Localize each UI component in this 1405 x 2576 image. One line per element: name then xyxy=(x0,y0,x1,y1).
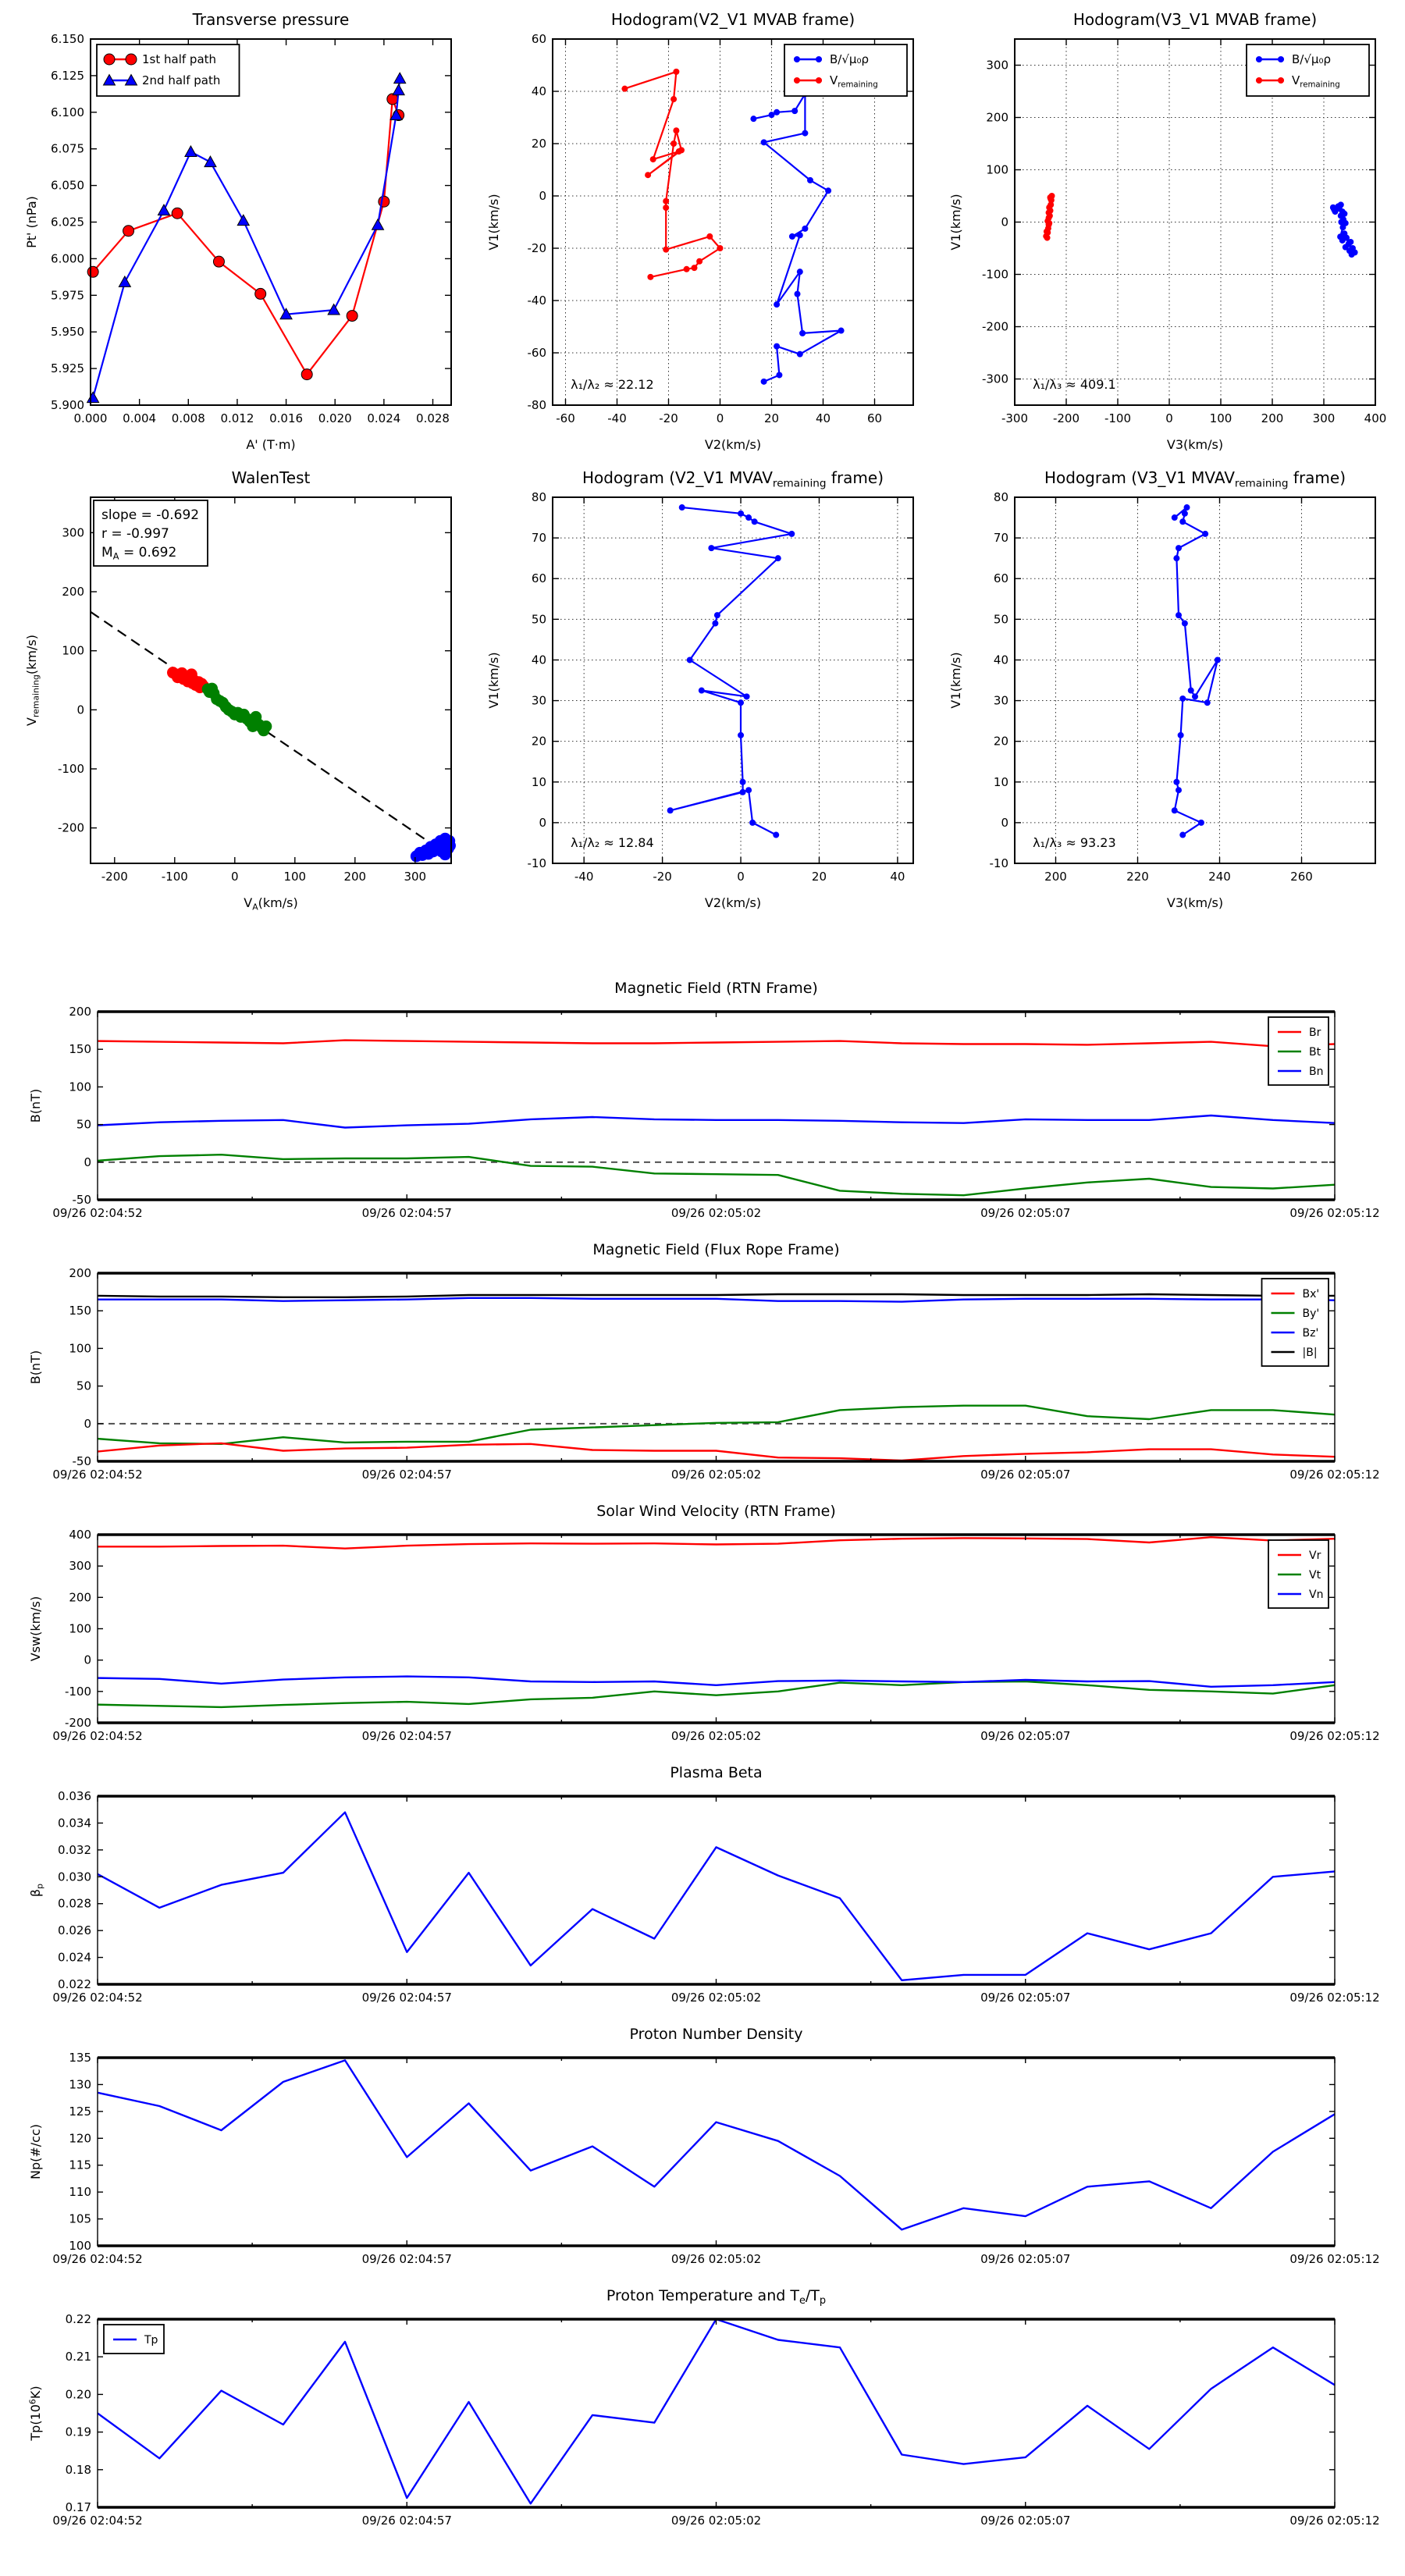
y-axis-label: V1(km/s) xyxy=(948,652,963,709)
svg-text:0: 0 xyxy=(84,1155,91,1169)
svg-text:200: 200 xyxy=(1261,411,1284,425)
svg-text:50: 50 xyxy=(76,1379,91,1393)
svg-text:220: 220 xyxy=(1126,870,1149,884)
series-group xyxy=(1172,504,1221,838)
svg-text:0.016: 0.016 xyxy=(269,411,304,425)
series-Bt xyxy=(98,1155,1335,1195)
svg-text:-20: -20 xyxy=(527,241,546,255)
series-V remaining xyxy=(1043,193,1055,241)
chart-canvas-plasma-beta xyxy=(20,1759,1382,2020)
svg-text:300: 300 xyxy=(69,1559,91,1574)
series-group xyxy=(621,69,844,385)
svg-text:0: 0 xyxy=(1001,215,1008,229)
svg-text:09/26 02:05:12: 09/26 02:05:12 xyxy=(1289,2252,1380,2266)
svg-text:0.22: 0.22 xyxy=(65,2312,91,2326)
svg-text:40: 40 xyxy=(531,84,546,98)
svg-text:0: 0 xyxy=(539,189,546,203)
series-group xyxy=(98,1537,1335,1707)
svg-text:40: 40 xyxy=(890,870,905,884)
y-axis-label: V1(km/s) xyxy=(948,194,963,251)
svg-text:09/26 02:04:52: 09/26 02:04:52 xyxy=(52,2514,143,2528)
svg-text:200: 200 xyxy=(69,1590,91,1605)
chart-title-text: Transverse pressure xyxy=(192,10,350,29)
chart-proton-temperature xyxy=(20,2282,1382,2543)
svg-text:-100: -100 xyxy=(981,267,1008,282)
lambda-annotation: λ₁/λ₃ ≈ 409.1 xyxy=(1033,376,1116,392)
axes xyxy=(98,1012,1335,1200)
svg-text:60: 60 xyxy=(866,411,883,425)
series-V remaining xyxy=(621,69,723,280)
svg-text:09/26 02:05:07: 09/26 02:05:07 xyxy=(980,2514,1071,2528)
y-axis-label: B(nT) xyxy=(28,1088,43,1123)
ticks xyxy=(1015,497,1375,863)
svg-text:6.125: 6.125 xyxy=(51,68,84,83)
svg-text:|B|: |B| xyxy=(1302,1347,1318,1359)
svg-text:0.024: 0.024 xyxy=(58,1950,91,1965)
svg-text:-60: -60 xyxy=(556,411,575,425)
svg-text:0: 0 xyxy=(84,1653,91,1667)
svg-text:0: 0 xyxy=(716,411,724,425)
svg-text:09/26 02:05:02: 09/26 02:05:02 xyxy=(670,2252,762,2266)
svg-text:-60: -60 xyxy=(527,346,546,360)
svg-text:-300: -300 xyxy=(1001,411,1029,425)
svg-text:Bx': Bx' xyxy=(1302,1288,1320,1300)
ticks xyxy=(98,1012,1335,1200)
legend xyxy=(1247,44,1369,96)
svg-text:09/26 02:05:02: 09/26 02:05:02 xyxy=(670,1991,762,2005)
svg-text:20: 20 xyxy=(811,870,827,884)
series-group xyxy=(667,504,795,838)
svg-text:0.020: 0.020 xyxy=(318,411,352,425)
svg-text:-300: -300 xyxy=(981,372,1008,386)
y-axis-label: B(nT) xyxy=(28,1350,43,1385)
x-axis-label: $V_A(km/s)$ xyxy=(244,895,298,913)
svg-text:Bt: Bt xyxy=(1309,1046,1321,1059)
svg-text:Vr: Vr xyxy=(1309,1550,1321,1562)
svg-text:30: 30 xyxy=(993,693,1008,708)
svg-text:0.17: 0.17 xyxy=(65,2500,91,2514)
svg-text:400: 400 xyxy=(69,1528,91,1542)
svg-text:Br: Br xyxy=(1309,1026,1321,1039)
lambda-annotation: λ₁/λ₂ ≈ 22.12 xyxy=(571,376,654,392)
svg-text:6.000: 6.000 xyxy=(51,251,84,266)
chart-canvas-mag-field-flux-rope xyxy=(20,1236,1382,1497)
svg-text:09/26 02:05:07: 09/26 02:05:07 xyxy=(980,1729,1071,1743)
svg-text:100: 100 xyxy=(69,1621,91,1636)
chart-title-text: Hodogram(V3_V1 MVAB frame) xyxy=(1072,10,1318,29)
chart-title-text: WalenTest xyxy=(231,468,311,487)
svg-text:20: 20 xyxy=(993,734,1008,749)
svg-text:-200: -200 xyxy=(57,820,84,835)
svg-text:09/26 02:05:02: 09/26 02:05:02 xyxy=(670,1468,762,1482)
svg-text:80: 80 xyxy=(531,490,546,504)
chart-title-text: Magnetic Field (Flux Rope Frame) xyxy=(592,1241,840,1258)
svg-text:0: 0 xyxy=(1165,411,1173,425)
svg-text:20: 20 xyxy=(531,137,546,151)
svg-text:-10: -10 xyxy=(527,856,546,870)
chart-title-text: Hodogram (V3_V1 $MVAV_{remaining}$ frame) xyxy=(1044,468,1346,490)
chart-canvas-hodogram-v3v1-mvab xyxy=(943,5,1386,460)
chart-canvas-hodogram-v2v1-mvab xyxy=(481,5,924,460)
chart-canvas-walen-test xyxy=(19,463,462,918)
svg-text:09/26 02:05:02: 09/26 02:05:02 xyxy=(670,2514,762,2528)
chart-title-text: Magnetic Field (RTN Frame) xyxy=(614,980,818,997)
svg-text:09/26 02:05:07: 09/26 02:05:07 xyxy=(980,2252,1071,2266)
x-axis-label: A' (T·m) xyxy=(246,437,296,452)
svg-text:09/26 02:04:52: 09/26 02:04:52 xyxy=(52,1468,143,1482)
svg-text:-40: -40 xyxy=(607,411,627,425)
svg-text:100: 100 xyxy=(986,162,1008,177)
svg-text:-100: -100 xyxy=(64,1684,91,1699)
svg-text:09/26 02:05:12: 09/26 02:05:12 xyxy=(1289,1729,1380,1743)
series-fit line xyxy=(91,612,450,856)
svg-text:135: 135 xyxy=(69,2051,91,2065)
y-axis-label: $V_{remaining}(km/s)$ xyxy=(24,635,41,726)
svg-text:5.925: 5.925 xyxy=(51,361,84,376)
svg-text:100: 100 xyxy=(69,1341,91,1356)
svg-text:300: 300 xyxy=(62,525,84,540)
svg-text:-200: -200 xyxy=(1052,411,1080,425)
svg-text:Vn: Vn xyxy=(1309,1589,1324,1601)
svg-text:09/26 02:04:57: 09/26 02:04:57 xyxy=(361,1729,452,1743)
chart-hodogram-v3v1-mvav xyxy=(943,463,1386,918)
svg-text:260: 260 xyxy=(1290,870,1313,884)
svg-text:0.012: 0.012 xyxy=(220,411,254,425)
axes xyxy=(98,2319,1335,2507)
svg-text:0.004: 0.004 xyxy=(123,411,157,425)
svg-text:09/26 02:04:57: 09/26 02:04:57 xyxy=(361,1468,452,1482)
svg-text:40: 40 xyxy=(993,653,1008,667)
series-group xyxy=(91,612,456,863)
svg-text:0.034: 0.034 xyxy=(58,1816,91,1831)
svg-text:09/26 02:05:12: 09/26 02:05:12 xyxy=(1289,2514,1380,2528)
chart-hodogram-v2v1-mvab xyxy=(481,5,924,460)
svg-text:0: 0 xyxy=(84,1416,91,1431)
x-axis-label: V3(km/s) xyxy=(1166,895,1224,910)
svg-text:09/26 02:05:07: 09/26 02:05:07 xyxy=(980,1206,1071,1220)
svg-text:400: 400 xyxy=(1364,411,1386,425)
series-group xyxy=(98,1294,1335,1461)
svg-text:125: 125 xyxy=(69,2104,91,2119)
svg-text:50: 50 xyxy=(76,1117,91,1132)
svg-text:-40: -40 xyxy=(527,294,546,308)
svg-text:-80: -80 xyxy=(527,398,546,412)
svg-text:0: 0 xyxy=(737,870,745,884)
svg-text:10: 10 xyxy=(531,774,546,789)
chart-solar-wind-velocity xyxy=(20,1497,1382,1759)
legend xyxy=(1268,1540,1329,1608)
svg-text:-200: -200 xyxy=(64,1716,91,1730)
svg-text:300: 300 xyxy=(986,58,1008,73)
y-axis-label: $\beta_p$ xyxy=(28,1883,45,1898)
series-path xyxy=(1172,504,1221,838)
svg-text:Tp: Tp xyxy=(144,2334,158,2347)
series-path xyxy=(667,504,795,838)
svg-text:-20: -20 xyxy=(653,870,672,884)
chart-proton-number-density xyxy=(20,2020,1382,2282)
axes xyxy=(1015,497,1375,863)
series-1st half path xyxy=(87,94,404,380)
chart-title-text: Solar Wind Velocity (RTN Frame) xyxy=(596,1503,836,1520)
svg-text:20: 20 xyxy=(763,411,780,425)
legend xyxy=(1268,1017,1329,1085)
svg-text:0: 0 xyxy=(76,703,84,717)
svg-text:40: 40 xyxy=(815,411,831,425)
svg-text:240: 240 xyxy=(1208,870,1231,884)
svg-text:100: 100 xyxy=(1209,411,1232,425)
svg-text:100: 100 xyxy=(69,2239,91,2253)
series-|B| xyxy=(98,1294,1335,1297)
y-axis-label: V1(km/s) xyxy=(486,652,501,709)
svg-text:5.975: 5.975 xyxy=(51,288,84,303)
chart-title-text: Hodogram(V2_V1 MVAB frame) xyxy=(610,10,855,29)
series-Br xyxy=(98,1041,1335,1047)
svg-text:B/√μ₀ρ: B/√μ₀ρ xyxy=(830,52,869,66)
chart-canvas-mag-field-rtn xyxy=(20,974,1382,1236)
series-group xyxy=(98,2060,1335,2229)
info-box xyxy=(94,500,208,566)
svg-text:50: 50 xyxy=(993,612,1008,627)
svg-text:0.028: 0.028 xyxy=(416,411,450,425)
chart-title-text: Plasma Beta xyxy=(670,1764,763,1781)
svg-text:200: 200 xyxy=(62,585,84,600)
chart-canvas-proton-temperature xyxy=(20,2282,1382,2543)
scatter-row-2 xyxy=(0,460,1405,918)
svg-text:0: 0 xyxy=(539,815,546,830)
svg-text:0.21: 0.21 xyxy=(65,2350,91,2364)
chart-mag-field-flux-rope xyxy=(20,1236,1382,1497)
chart-mag-field-rtn xyxy=(20,974,1382,1236)
svg-text:-100: -100 xyxy=(57,761,84,776)
scatter-row-1 xyxy=(0,0,1405,460)
svg-text:09/26 02:05:02: 09/26 02:05:02 xyxy=(670,1729,762,1743)
svg-text:6.050: 6.050 xyxy=(51,178,84,193)
svg-text:-40: -40 xyxy=(574,870,594,884)
series-Np xyxy=(98,2060,1335,2229)
svg-text:200: 200 xyxy=(1044,870,1067,884)
svg-text:Bn: Bn xyxy=(1309,1066,1324,1078)
time-series-block xyxy=(0,974,1405,2543)
svg-text:300: 300 xyxy=(404,870,427,884)
svg-text:0.000: 0.000 xyxy=(73,411,108,425)
svg-text:0.024: 0.024 xyxy=(367,411,401,425)
svg-text:0.19: 0.19 xyxy=(65,2425,91,2439)
y-axis-label: $Tp(10^6K)$ xyxy=(27,2386,43,2441)
svg-text:B/√μ₀ρ: B/√μ₀ρ xyxy=(1292,52,1331,66)
x-axis-label: V2(km/s) xyxy=(704,437,762,452)
svg-text:60: 60 xyxy=(531,32,546,46)
svg-text:70: 70 xyxy=(993,531,1008,546)
chart-title-text: Proton Temperature and $T_e/T_p$ xyxy=(606,2287,827,2307)
svg-text:5.950: 5.950 xyxy=(51,325,84,340)
svg-text:50: 50 xyxy=(531,612,546,627)
series-group xyxy=(98,2319,1335,2503)
legend xyxy=(104,2325,164,2354)
svg-text:0.032: 0.032 xyxy=(58,1842,91,1857)
svg-text:20: 20 xyxy=(531,734,546,749)
svg-text:100: 100 xyxy=(69,1080,91,1094)
svg-text:09/26 02:04:52: 09/26 02:04:52 xyxy=(52,1729,143,1743)
svg-text:-200: -200 xyxy=(101,870,128,884)
svg-text:70: 70 xyxy=(531,531,546,546)
svg-text:09/26 02:05:12: 09/26 02:05:12 xyxy=(1289,1468,1380,1482)
svg-text:0.026: 0.026 xyxy=(58,1923,91,1938)
svg-text:300: 300 xyxy=(1312,411,1336,425)
svg-text:10: 10 xyxy=(993,774,1008,789)
svg-text:0: 0 xyxy=(231,870,239,884)
chart-walen-test xyxy=(19,463,462,918)
chart-hodogram-v3v1-mvab xyxy=(943,5,1386,460)
svg-text:0.022: 0.022 xyxy=(58,1977,91,1991)
svg-text:-10: -10 xyxy=(989,856,1008,870)
legend xyxy=(1262,1279,1329,1366)
svg-text:6.150: 6.150 xyxy=(51,32,84,46)
svg-text:0.18: 0.18 xyxy=(65,2462,91,2477)
svg-text:0.028: 0.028 xyxy=(58,1896,91,1911)
svg-text:2nd half path: 2nd half path xyxy=(142,73,221,87)
svg-text:40: 40 xyxy=(531,653,546,667)
svg-text:-50: -50 xyxy=(72,1454,91,1468)
series-cluster-3 xyxy=(411,833,456,863)
svg-text:60: 60 xyxy=(531,571,546,586)
chart-title-text: Proton Number Density xyxy=(629,2026,803,2043)
svg-text:120: 120 xyxy=(69,2131,91,2146)
svg-text:09/26 02:05:02: 09/26 02:05:02 xyxy=(670,1206,762,1220)
series-beta_p xyxy=(98,1813,1335,1980)
svg-text:6.100: 6.100 xyxy=(51,105,84,119)
y-axis-label: Pt' (nPa) xyxy=(24,196,39,248)
svg-text:09/26 02:04:57: 09/26 02:04:57 xyxy=(361,1991,452,2005)
chart-canvas-proton-number-density xyxy=(20,2020,1382,2282)
series-Bz' xyxy=(98,1298,1335,1302)
series-2nd half path xyxy=(87,73,406,402)
svg-text:By': By' xyxy=(1302,1308,1320,1320)
svg-text:200: 200 xyxy=(69,1266,91,1280)
svg-text:-100: -100 xyxy=(161,870,188,884)
legend xyxy=(97,44,240,96)
svg-text:09/26 02:04:57: 09/26 02:04:57 xyxy=(361,2252,452,2266)
svg-text:130: 130 xyxy=(69,2077,91,2092)
svg-text:MA​ = 0.692: $M_A = 0.692$ xyxy=(101,545,177,562)
svg-text:100: 100 xyxy=(283,870,307,884)
svg-text:-20: -20 xyxy=(659,411,678,425)
svg-text:Vremaining​: $V_{remaining}$ xyxy=(1292,73,1340,90)
y-axis-label: V1(km/s) xyxy=(486,194,501,251)
series-group xyxy=(98,1813,1335,1980)
svg-text:09/26 02:04:52: 09/26 02:04:52 xyxy=(52,2252,143,2266)
series-Vn xyxy=(98,1677,1335,1687)
svg-text:5.900: 5.900 xyxy=(51,398,84,412)
svg-text:0.20: 0.20 xyxy=(65,2387,91,2402)
ticks xyxy=(98,1796,1335,1984)
svg-text:1st half path: 1st half path xyxy=(142,52,217,66)
chart-canvas-hodogram-v3v1-mvav xyxy=(943,463,1386,918)
svg-text:110: 110 xyxy=(69,2185,91,2200)
chart-canvas-hodogram-v2v1-mvav xyxy=(481,463,924,918)
series-By' xyxy=(98,1406,1335,1444)
lambda-annotation: λ₁/λ₃ ≈ 93.23 xyxy=(1033,834,1116,850)
svg-text:-200: -200 xyxy=(981,319,1008,334)
grid xyxy=(1015,497,1375,863)
y-axis-label: Vsw(km/s) xyxy=(28,1596,43,1662)
svg-text:09/26 02:05:12: 09/26 02:05:12 xyxy=(1289,1206,1380,1220)
legend xyxy=(784,44,907,96)
svg-text:100: 100 xyxy=(62,643,84,658)
svg-text:09/26 02:04:52: 09/26 02:04:52 xyxy=(52,1991,143,2005)
svg-text:0.030: 0.030 xyxy=(58,1870,91,1884)
chart-canvas-solar-wind-velocity xyxy=(20,1497,1382,1759)
svg-text:80: 80 xyxy=(993,490,1008,504)
svg-text:150: 150 xyxy=(69,1304,91,1318)
chart-transverse-pressure xyxy=(19,5,462,460)
svg-text:60: 60 xyxy=(993,571,1008,586)
svg-text:Bz': Bz' xyxy=(1302,1327,1319,1340)
svg-text:Vremaining​: $V_{remaining}$ xyxy=(830,73,878,90)
svg-text:150: 150 xyxy=(69,1042,91,1057)
svg-text:6.075: 6.075 xyxy=(51,141,84,156)
svg-text:30: 30 xyxy=(531,693,546,708)
x-axis-label: V2(km/s) xyxy=(704,895,762,910)
svg-text:-50: -50 xyxy=(72,1193,91,1207)
svg-text:slope = -0.692: slope = -0.692 xyxy=(101,507,200,523)
svg-text:-100: -100 xyxy=(1104,411,1132,425)
lambda-annotation: λ₁/λ₂ ≈ 12.84 xyxy=(571,834,654,850)
series-B/sqrt(mu0 rho) xyxy=(1330,201,1358,258)
svg-text:115: 115 xyxy=(69,2158,91,2172)
chart-hodogram-v2v1-mvav xyxy=(481,463,924,918)
svg-text:09/26 02:04:57: 09/26 02:04:57 xyxy=(361,1206,452,1220)
chart-title-text: Hodogram (V2_V1 $MVAV_{remaining}$ frame) xyxy=(582,468,884,490)
svg-text:09/26 02:05:12: 09/26 02:05:12 xyxy=(1289,1991,1380,2005)
series-group xyxy=(87,73,406,402)
ticks xyxy=(98,2319,1335,2507)
svg-text:200: 200 xyxy=(986,110,1008,125)
svg-text:r = -0.997: r = -0.997 xyxy=(101,526,169,542)
x-axis-label: V3(km/s) xyxy=(1166,437,1224,452)
svg-text:0.008: 0.008 xyxy=(171,411,205,425)
series-group xyxy=(98,1041,1335,1196)
svg-text:Vt: Vt xyxy=(1309,1569,1321,1582)
axes xyxy=(98,2058,1335,2246)
series-B/sqrt(mu0 rho) xyxy=(750,91,844,385)
series-group xyxy=(1043,193,1357,258)
svg-text:09/26 02:05:07: 09/26 02:05:07 xyxy=(980,1468,1071,1482)
ticks xyxy=(98,2058,1335,2246)
svg-text:0.036: 0.036 xyxy=(58,1789,91,1803)
chart-plasma-beta xyxy=(20,1759,1382,2020)
svg-text:09/26 02:05:07: 09/26 02:05:07 xyxy=(980,1991,1071,2005)
series-cluster-2 xyxy=(202,683,272,737)
svg-text:200: 200 xyxy=(69,1005,91,1019)
axes xyxy=(98,1796,1335,1984)
svg-text:200: 200 xyxy=(343,870,367,884)
series-Bn xyxy=(98,1115,1335,1128)
svg-text:09/26 02:04:52: 09/26 02:04:52 xyxy=(52,1206,143,1220)
svg-text:6.025: 6.025 xyxy=(51,215,84,229)
series-Tp xyxy=(98,2319,1335,2503)
chart-canvas-transverse-pressure xyxy=(19,5,462,460)
svg-text:0: 0 xyxy=(1001,815,1008,830)
svg-text:09/26 02:04:57: 09/26 02:04:57 xyxy=(361,2514,452,2528)
svg-text:105: 105 xyxy=(69,2211,91,2226)
y-axis-label: Np(#/cc) xyxy=(28,2124,43,2179)
